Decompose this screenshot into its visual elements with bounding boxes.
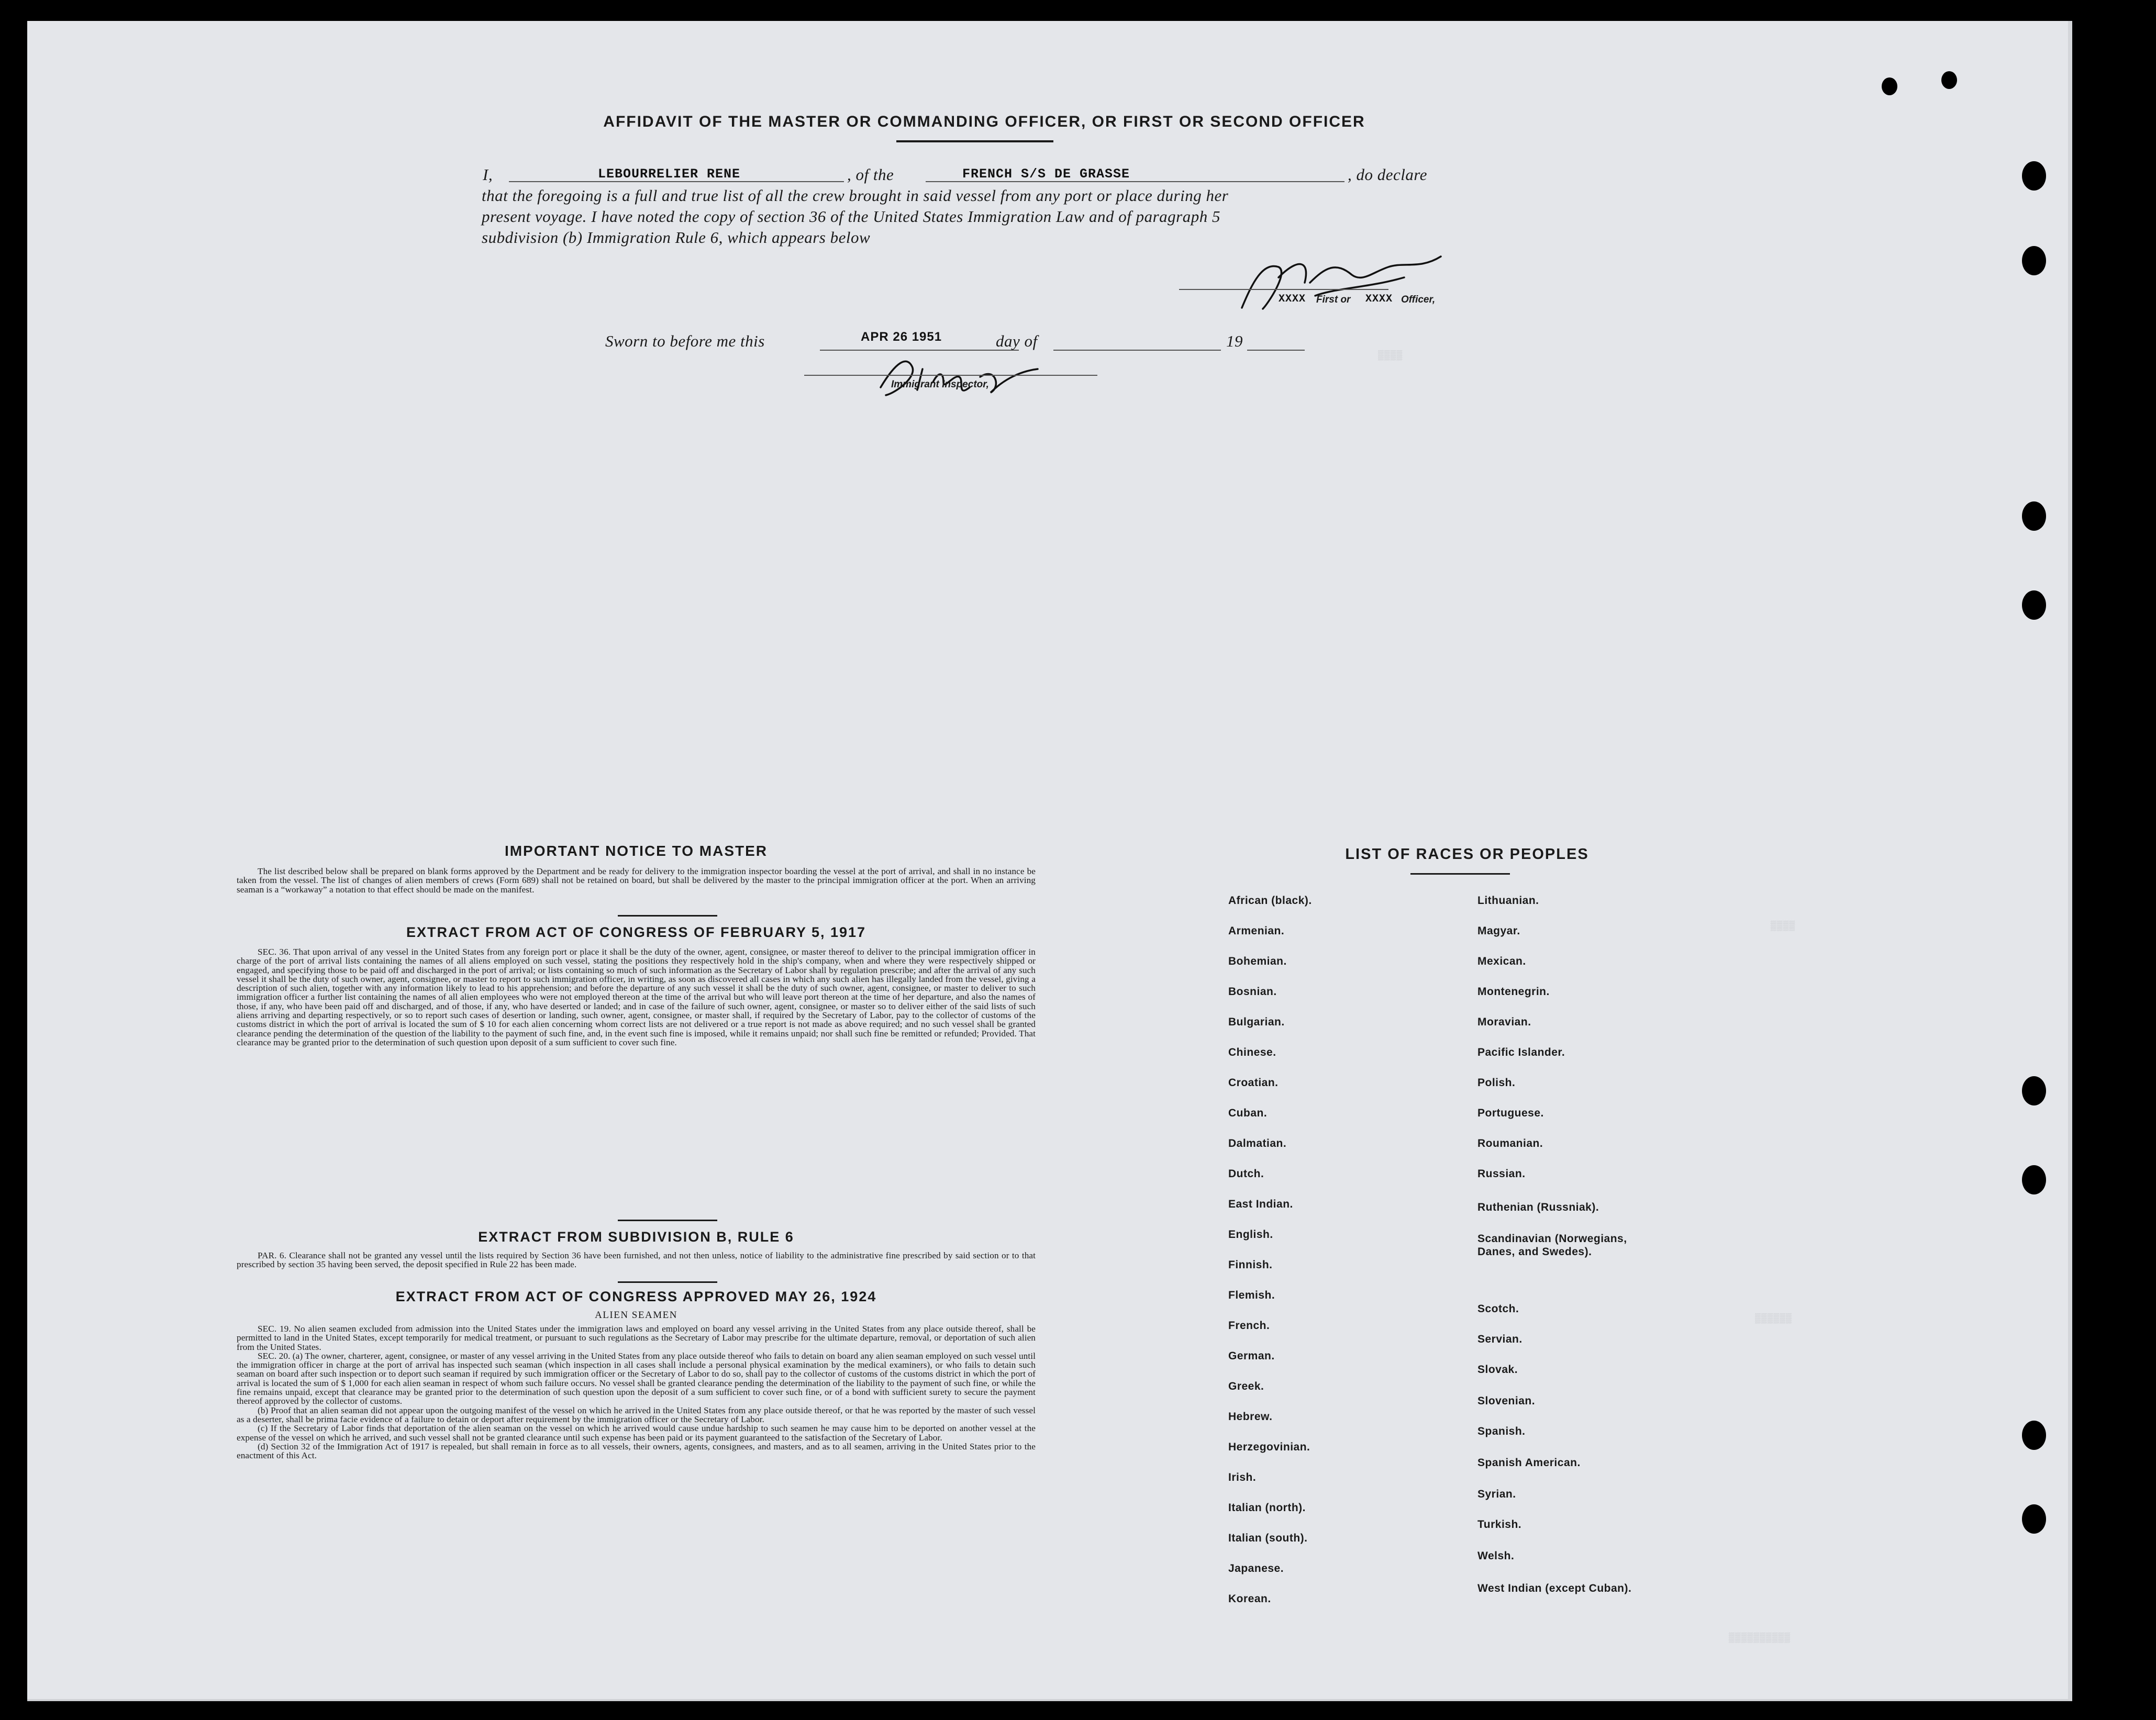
race-item: Irish. — [1228, 1471, 1257, 1483]
race-item: Slovak. — [1477, 1364, 1518, 1376]
race-item: Scotch. — [1477, 1303, 1519, 1315]
year-prefix: 19 — [1226, 332, 1243, 350]
race-item: Slovenian. — [1477, 1395, 1536, 1407]
race-item: English. — [1228, 1228, 1273, 1241]
race-item: Scandinavian (Norwegians, Danes, and Swedes). — [1477, 1233, 1627, 1258]
extract-1917-title: EXTRACT FROM ACT OF CONGRESS OF FEBRUARY 5, 1917 — [406, 924, 866, 940]
extract-rule6-title: EXTRACT FROM SUBDIVISION B, RULE 6 — [478, 1229, 794, 1245]
extract-1924-title: EXTRACT FROM ACT OF CONGRESS APPROVED MAY 26, 1924 — [395, 1289, 877, 1304]
affidavit-line-4: subdivision (b) Immigration Rule 6, which appears below — [482, 228, 871, 247]
vessel-value: FRENCH S/S DE GRASSE — [962, 166, 1130, 182]
master-signature — [1231, 246, 1483, 319]
race-item: Ruthenian (Russniak). — [1477, 1201, 1599, 1213]
race-item: Flemish. — [1228, 1289, 1275, 1301]
race-item: Armenian. — [1228, 925, 1285, 937]
sec20-text: SEC. 20. (a) The owner, charterer, agent, consignee, or master of any vessel arriving in the United States from any place outside thereof who fails to detain on board any alien seaman employed on such vessel until the immigration officer in charge at the port of arrival has inspected such seaman (which inspection in all cases shall include a personal physical examination by the medical examiners), or who fails to detain such seaman on board after such inspection or to deport such seaman if required by such immigration officer or the Secretary of Labor to do so, shall pay to the collector of customs of the customs district in which the port of arrival is located the sum of $ 1,000 for each alien seaman in respect of whom such failure occurs. No vessel shall be granted clearance pending the determination of the liability to the payment of such fine, or while the fine remains unpaid, except that clearance may be granted prior to the determination of such question upon the deposit of a sum sufficient to cover such fine, or of a bond with sufficient surety to secure the payment thereof approved by the collector of customs. — [237, 1350, 1036, 1406]
sec20c-text: (c) If the Secretary of Labor finds that deportation of the alien seaman on the vessel on which he arrived would cause undue hardship to such seamen he may cause him to be deported on another vessel at the expense of the vessel on which he arrived, and such vessel shall not be granted clearance until such expense has been paid or its payment guaranteed to the satisfaction of the Secretary of Labor. — [237, 1423, 1036, 1443]
sec20d-text: (d) Section 32 of the Immigration Act of 1917 is repealed, but shall remain in force as to all vessels, their owners, agents, consignees, and masters, and as to all seamen, arriving in the United States prior to the enactment of this Act. — [237, 1441, 1036, 1461]
day-of-label: day of — [996, 332, 1038, 350]
sec20b-text: (b) Proof that an alien seaman did not appear upon the outgoing manifest of the vessel on which he arrived in the United States from any place outside thereof, or that he was reported by the master of such vessel as a deserter, shall be prima facie evidence of a failure to detain or deport after requirement by the immigration officer or the Secretary of Labor. — [237, 1405, 1036, 1424]
punch-hole — [1941, 71, 1957, 89]
race-item: Polish. — [1477, 1077, 1516, 1089]
race-item: Mexican. — [1477, 955, 1526, 967]
affidavit-line-2: that the foregoing is a full and true list of all the crew brought in said vessel from any port or place during her — [482, 186, 1229, 205]
alien-seamen-heading: ALIEN SEAMEN — [595, 1310, 677, 1321]
punch-hole — [2022, 1165, 2046, 1194]
race-item: Bosnian. — [1228, 986, 1277, 998]
sec19-20-paragraphs — [237, 1324, 1036, 1460]
punch-hole — [2022, 246, 2046, 275]
affidavit-title: AFFIDAVIT OF THE MASTER OR COMMANDING OFFICER, OR FIRST OR SECOND OFFICER — [603, 113, 1365, 130]
sec19-text: SEC. 19. No alien seamen excluded from admission into the United States under the immigration laws and employed on board any vessel arriving in the United States from any place outside thereof, shall be permitted to land in the United States, except temporarily for medical treatment, or pursuant to such regulations as the Secretary of Labor may prescribe for the ultimate departure, removal, or deportation of such alien from the United States. — [237, 1324, 1036, 1352]
inspector-signature — [865, 345, 1085, 403]
race-item: Hebrew. — [1228, 1411, 1273, 1423]
race-item: Japanese. — [1228, 1562, 1284, 1574]
officer-label: First or — [1316, 294, 1351, 305]
race-item: Spanish. — [1477, 1425, 1526, 1437]
race-item: East Indian. — [1228, 1198, 1293, 1210]
affidavit-line-3: present voyage. I have noted the copy of section 36 of the United States Immigration Law and of paragraph 5 — [482, 207, 1220, 226]
race-item: Lithuanian. — [1477, 895, 1539, 907]
race-item: French. — [1228, 1320, 1270, 1332]
race-item: Chinese. — [1228, 1046, 1276, 1058]
sec36-text: SEC. 36. That upon arrival of any vessel in the United States from any foreign port or place it shall be the duty of the owner, agent, consignee, or master thereof to deliver to the principal immigration officer in charge of the port of arrival lists containing the names of all aliens employed on such vessel, stating the positions they respectively hold in the ship's company, when and where they were respectively shipped or engaged, and specifying those to be paid off and discharged in the port of arrival; or lists containing so much of such information as the Secretary of Labor shall by regulation prescribe; and after the arrival of any such vessel it shall be the duty of such owner, agent, consignee, or master to report to such immigration officer, in writing, as soon as discovered all cases in which any such alien has illegally landed from the vessel, giving a description of such alien, together with any information likely to lead to his apprehension; and before the departure of any such vessel it shall be the duty of such owner, agent, consignee, or master to deliver to such immigration officer a further list containing the names of all alien employees who were not employed thereon at the time of the arrival but who will leave port thereon at the time of her departure, and also the names of those, if any, who have been paid off and discharged, and of those, if any, who have deserted or landed; and in case of the failure of such owner, agent, consignee, or master so to deliver either of the said lists of such aliens arriving and departing respectively, or so to report such cases of desertion or landing, such owner, agent, consignee, or master shall, if required by the Secretary of Labor, pay to the collector of customs of the customs district in which the port of arrival is located the sum of $ 10 for each alien concerning whom correct lists are not delivered or a true report is not made as above required; and no such vessel shall be granted clearance pending the determination of the question of the liability to the payment of such fine, and, in the event such fine is imposed, while it remains unpaid; nor shall such fine be remitted or refunded; Provided. That clearance may be granted prior to the determination of such question upon deposit of a sum sufficient to cover such fine. — [237, 947, 1036, 1047]
race-item: African (black). — [1228, 895, 1312, 907]
race-item: Servian. — [1477, 1333, 1522, 1345]
race-item: Syrian. — [1477, 1488, 1516, 1500]
of-the-label: , of the — [847, 165, 894, 184]
notice-text: The list described below shall be prepared on blank forms approved by the Department and be ready for delivery to the immigration inspector boarding the vessel at the port of arrival, and shall in no instance be taken from the vessel. The list of changes of alien members of crews (Form 689) shall not be retained on board, but shall be delivered by the master to the principal immigration officer at the port. When an arriving seaman is a “workaway” a notation to that effect should be made on the manifest. — [237, 866, 1036, 895]
inspector-label: Immigrant Inspector, — [891, 379, 989, 390]
race-item: German. — [1228, 1350, 1275, 1362]
notice-column — [237, 843, 1036, 1680]
races-title-underline — [1410, 873, 1510, 875]
race-item: Montenegrin. — [1477, 986, 1550, 998]
race-item: Welsh. — [1477, 1550, 1515, 1562]
race-item: Dalmatian. — [1228, 1137, 1287, 1149]
races-title: LIST OF RACES OR PEOPLES — [1345, 846, 1589, 863]
notice-title: IMPORTANT NOTICE TO MASTER — [504, 843, 768, 859]
sec36-paragraph — [237, 947, 1036, 1047]
notice-paragraph — [237, 867, 1036, 894]
race-item: Russian. — [1477, 1168, 1526, 1180]
race-item: Finnish. — [1228, 1259, 1273, 1271]
race-item: Pacific Islander. — [1477, 1046, 1565, 1058]
punch-hole — [2022, 501, 2046, 531]
race-item: Portuguese. — [1477, 1107, 1544, 1119]
race-item: Spanish American. — [1477, 1457, 1581, 1469]
race-item: Italian (south). — [1228, 1532, 1308, 1544]
bleed-through-mark: ▒▒▒▒▒▒ — [1755, 1314, 1792, 1324]
officer-signature-line — [1179, 289, 1388, 290]
race-item: Italian (north). — [1228, 1502, 1306, 1514]
punch-hole — [2022, 1504, 2046, 1534]
race-item: Bohemian. — [1228, 955, 1287, 967]
par6-text: PAR. 6. Clearance shall not be granted any vessel until the lists required by Section 36 have been furnished, and not then unless, notice of liability to the administrative fine prescribed by said section or to that prescribed by section 35 having been served, the deposit specified in Rule 22 has been made. — [237, 1250, 1036, 1270]
punch-hole — [1882, 77, 1897, 95]
race-item: Turkish. — [1477, 1518, 1522, 1531]
punch-hole — [2022, 1076, 2046, 1105]
struck-word-2: XXXX — [1365, 293, 1393, 305]
bleed-through-mark: ▒▒▒▒ — [1771, 921, 1796, 932]
punch-hole — [2022, 590, 2046, 620]
race-item: Moravian. — [1477, 1016, 1531, 1028]
divider — [618, 1220, 717, 1221]
race-item: Greek. — [1228, 1380, 1264, 1392]
sworn-label: Sworn to before me this — [605, 332, 765, 350]
race-item: Cuban. — [1228, 1107, 1268, 1119]
race-item: Herzegovinian. — [1228, 1441, 1310, 1453]
inspector-signature-line — [804, 375, 1097, 376]
divider — [618, 915, 717, 917]
affidavit-i-label: I, — [483, 165, 493, 184]
race-item: Korean. — [1228, 1593, 1271, 1605]
title-underline — [896, 140, 1053, 142]
do-declare-label: , do declare — [1348, 165, 1428, 184]
stamp-date: APR 26 1951 — [861, 330, 942, 344]
punch-hole — [2022, 161, 2046, 191]
race-item: West Indian (except Cuban). — [1477, 1582, 1632, 1594]
race-item: Croatian. — [1228, 1077, 1279, 1089]
bleed-through-mark: ▒▒▒▒▒▒▒▒▒▒ — [1729, 1633, 1791, 1644]
race-item: Roumanian. — [1477, 1137, 1543, 1149]
par6-paragraph — [237, 1251, 1036, 1269]
race-item: Dutch. — [1228, 1168, 1264, 1180]
master-name-value: LEBOURRELIER RENE — [598, 166, 741, 182]
race-item: Bulgarian. — [1228, 1016, 1285, 1028]
punch-hole — [2022, 1421, 2046, 1450]
race-item: Magyar. — [1477, 925, 1520, 937]
struck-word-1: XXXX — [1279, 293, 1306, 305]
document-page — [27, 21, 2072, 1701]
divider — [618, 1281, 717, 1283]
year-field — [1247, 350, 1305, 351]
bleed-through-mark: ▒▒▒▒ — [1378, 351, 1403, 361]
officer-label-2: Officer, — [1401, 294, 1436, 305]
